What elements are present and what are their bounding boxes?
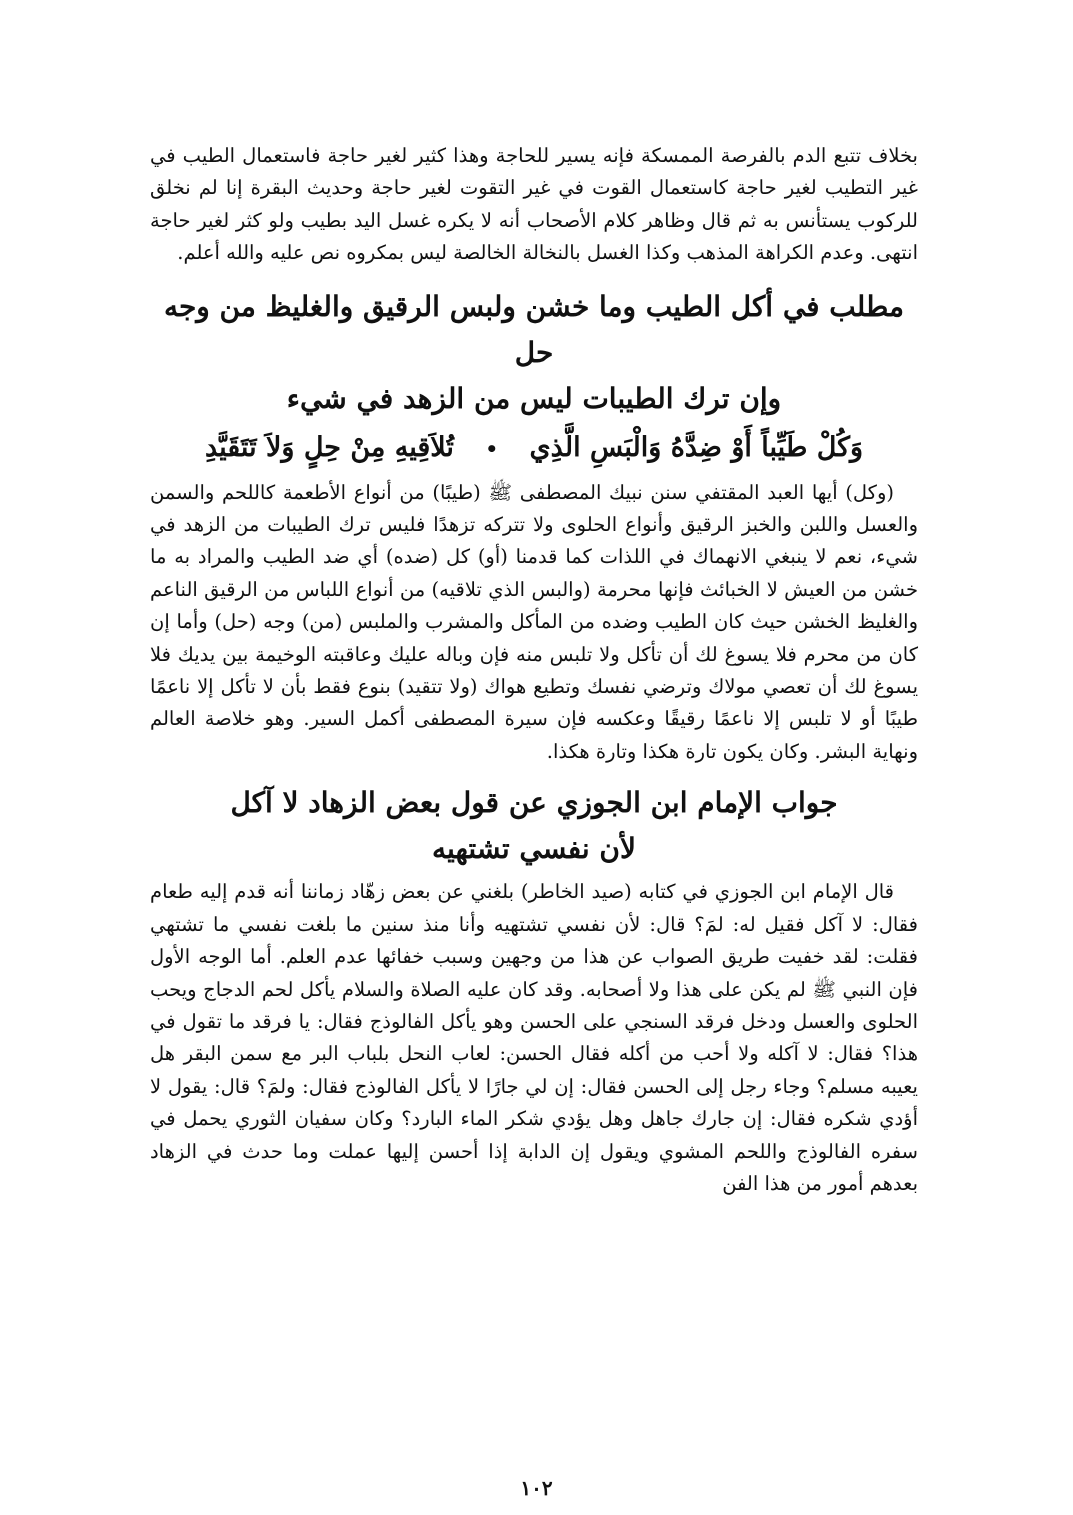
section2-title-line1: جواب الإمام ابن الجوزي عن قول بعض الزهاد لا آكل (230, 786, 838, 820)
intro-paragraph: بخلاف تتبع الدم بالفرصة الممسكة فإنه يسير للحاجة وهذا كثير لغير حاجة فاستعمال الطيب في غير التطيب لغير حاجة كاستعمال القوت في غير التقوت لغير حاجة وحديث البقرة إنا لم نخلق للركوب يستأنس به ثم قال وظاهر كلام الأصحاب أنه لا يكره غسل اليد بطيب ولو كثر لغير حاجة انتهى. وعدم الكراهة المذهب وكذا الغسل بالنخالة الخالصة ليس بمكروه نص عليه والله أعلم. (150, 144, 918, 265)
verse-second-half: تُلاَقِيهِ مِنْ حِلٍ وَلاَ تَتَقَيَّدِ (204, 431, 454, 463)
section1-commentary: (وكل) أيها العبد المقتفي سنن نبيك المصطفى ﷺ (طيبًا) من أنواع الأطعمة كاللحم والسمن والعسل واللبن والخبز الرقيق وأنواع الحلوى ولا تتركه تزهدًا فليس ترك الطيبات من الزهد في شيء، نعم لا ينبغي الانهماك في اللذات كما قدمنا (أو) كل (ضده) أي ضد الطيب والمراد به ما خشن من العيش لا الخبائث فإنها محرمة (والبس الذي تلاقيه) من أنواع اللباس من الرقيق الناعم والغليظ الخشن حيث كان الطيب وضده من المأكل والمشرب والملبس (من) وجه (حل) وأما إن كان من محرم فلا يسوغ لك أن تأكل ولا تلبس منه فإن وباله عليك وعاقبته الوخيمة بين يديك فلا يسوغ لك أن تعصي مولاك وترضي نفسك وتطيع هواك (ولا تتقيد) بنوع فقط بأن لا تأكل إلا ناعمًا طيبًا أو لا تلبس إلا ناعمًا رقيقًا وعكسه فإن سيرة المصطفى أكمل السير. وهو خلاصة العالم ونهاية البشر. وكان يكون تارة هكذا وتارة هكذا. (150, 480, 918, 763)
poem-verse (150, 426, 918, 471)
section1-title-line2: وإن ترك الطيبات ليس من الزهد في شيء (286, 381, 782, 415)
verse-separator: • (485, 436, 499, 461)
book-page (150, 140, 918, 1200)
section2-commentary: قال الإمام ابن الجوزي في كتابه (صيد الخاطر) بلغني عن بعض زهّاد زماننا أنه قدم إليه طعام فقال: لا آكل فقيل له: لمَ؟ قال: لأن نفسي تشتهيه وأنا منذ سنين ما بلغت نفسي ما تشتهي فقلت: لقد خفيت طريق الصواب عن هذا من وجهين وسبب خفائها عدم العلم. أما الوجه الأول فإن النبي ﷺ لم يكن على هذا ولا أصحابه. وقد كان عليه الصلاة والسلام يأكل لحم الدجاج ويحب الحلوى والعسل ودخل فرقد السنجي على الحسن وهو يأكل الفالوذج فقال: يا فرقد ما تقول في هذا؟ فقال: لا آكله ولا أحب من أكله فقال الحسن: لعاب النحل بلباب البر مع سمن البقر هل يعيبه مسلم؟ وجاء رجل إلى الحسن فقال: إن لي جارًا لا يأكل الفالوذج فقال: ولمَ؟ قال: يقول لا أؤدي شكره فقال: إن جارك جاهل وهل يؤدي شكر الماء البارد؟ وكان سفيان الثوري يحمل في سفره الفالوذج واللحم المشوي ويقول إن الدابة إذا أحسن إليها عملت وما حدث في الزهاد بعدهم أمور من هذا الفن (150, 880, 918, 1195)
section2-title-line2: لأن نفسي تشتهيه (432, 832, 636, 866)
section1-title (150, 284, 918, 422)
verse-first-half: وَكُلْ طَيِّباً أَوْ ضِدَّهُ وَالْبَسِ الَّذِي (529, 431, 864, 463)
section1-title-line1: مطلب في أكل الطيب وما خشن ولبس الرقيق والغليظ من وجه حل (163, 289, 905, 369)
page-number: ١٠٢ (520, 1476, 553, 1500)
section2-title (150, 780, 918, 872)
